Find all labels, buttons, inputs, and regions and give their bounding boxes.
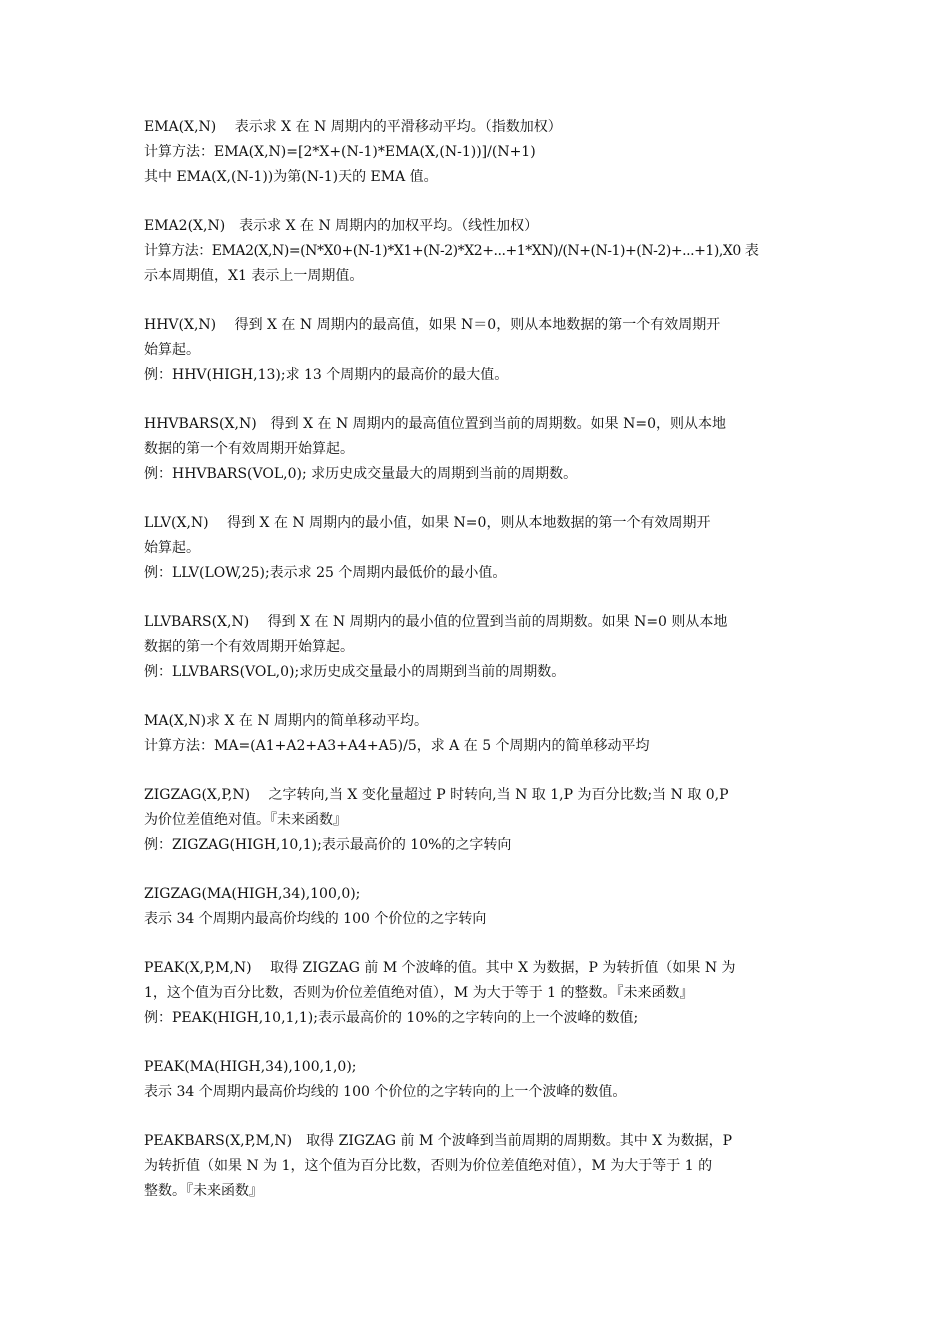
entry-ema: [144, 115, 808, 190]
entry-peak-example: [144, 1055, 808, 1105]
text-line: 示本周期值，X1 表示上一周期值。: [144, 268, 364, 284]
text-line: PEAKBARS(X,P,M,N) 取得 ZIGZAG 前 M 个波峰到当前周期的周期数。其中 X 为数据，P: [144, 1133, 733, 1149]
entry-llvbars: [144, 610, 808, 685]
entry-ema2: [144, 214, 808, 289]
text-line: 计算方法：EMA2(X,N)=(N*X0+(N-1)*X1+(N-2)*X2+...+1*XN)/(N+(N-1)+(N-2)+...+1),X0 表: [144, 243, 759, 259]
text-line: EMA2(X,N) 表示求 X 在 N 周期内的加权平均。（线性加权）: [144, 218, 539, 234]
text-line: MA(X,N)求 X 在 N 周期内的简单移动平均。: [144, 713, 429, 729]
entry-zigzag: [144, 783, 808, 858]
text-line: HHVBARS(X,N) 得到 X 在 N 周期内的最高值位置到当前的周期数。如果 N=0，则从本地: [144, 416, 727, 432]
entry-ma: [144, 709, 808, 759]
text-line: LLVBARS(X,N) 得到 X 在 N 周期内的最小值的位置到当前的周期数。如果 N=0 则从本地: [144, 614, 728, 630]
text-line: 表示 34 个周期内最高价均线的 100 个价位的之字转向: [144, 911, 487, 927]
text-line: PEAK(MA(HIGH,34),100,1,0);: [144, 1059, 357, 1075]
text-line: 为价位差值绝对值。『未来函数』: [144, 812, 347, 828]
entry-llv: [144, 511, 808, 586]
text-line: 数据的第一个有效周期开始算起。: [144, 639, 354, 655]
text-line: 计算方法：MA=(A1+A2+A3+A4+A5)/5，求 A 在 5 个周期内的简单移动平均: [144, 738, 650, 754]
text-line: 其中 EMA(X,(N-1))为第(N-1)天的 EMA 值。: [144, 169, 438, 185]
text-line: 例：HHVBARS(VOL,0); 求历史成交量最大的周期到当前的周期数。: [144, 466, 578, 482]
text-line: 始算起。: [144, 540, 200, 556]
entry-peak: [144, 956, 808, 1031]
text-line: LLV(X,N) 得到 X 在 N 周期内的最小值，如果 N=0，则从本地数据的第一个有效周期开: [144, 515, 711, 531]
text-line: 数据的第一个有效周期开始算起。: [144, 441, 354, 457]
entry-peakbars: [144, 1129, 808, 1204]
text-line: 始算起。: [144, 342, 200, 358]
text-line: 整数。『未来函数』: [144, 1183, 263, 1199]
text-line: 1，这个值为百分比数，否则为价位差值绝对值），M 为大于等于 1 的整数。『未来函数』: [144, 985, 694, 1001]
entry-zigzag-example: [144, 882, 808, 932]
text-line: 例：ZIGZAG(HIGH,10,1);表示最高价的 10%的之字转向: [144, 837, 512, 853]
text-line: EMA(X,N) 表示求 X 在 N 周期内的平滑移动平均。（指数加权）: [144, 119, 562, 135]
text-line: 例：PEAK(HIGH,10,1,1);表示最高价的 10%的之字转向的上一个波峰的数值;: [144, 1010, 639, 1026]
text-line: 例：LLVBARS(VOL,0);求历史成交量最小的周期到当前的周期数。: [144, 664, 566, 680]
entry-hhv: [144, 313, 808, 388]
text-line: PEAK(X,P,M,N) 取得 ZIGZAG 前 M 个波峰的值。其中 X 为数据，P 为转折值（如果 N 为: [144, 960, 736, 976]
text-line: 为转折值（如果 N 为 1，这个值为百分比数，否则为价位差值绝对值），M 为大于等于 1 的: [144, 1158, 713, 1174]
text-line: 表示 34 个周期内最高价均线的 100 个价位的之字转向的上一个波峰的数值。: [144, 1084, 627, 1100]
text-line: 例：HHV(HIGH,13);求 13 个周期内的最高价的最大值。: [144, 367, 509, 383]
text-line: ZIGZAG(MA(HIGH,34),100,0);: [144, 886, 361, 902]
entry-hhvbars: [144, 412, 808, 487]
text-line: 例：LLV(LOW,25);表示求 25 个周期内最低价的最小值。: [144, 565, 507, 581]
text-line: 计算方法：EMA(X,N)=[2*X+(N-1)*EMA(X,(N-1))]/(N+1): [144, 144, 536, 160]
text-line: ZIGZAG(X,P,N) 之字转向,当 X 变化量超过 P 时转向,当 N 取 1,P 为百分比数;当 N 取 0,P: [144, 787, 729, 803]
text-line: HHV(X,N) 得到 X 在 N 周期内的最高值，如果 N＝0，则从本地数据的第一个有效周期开: [144, 317, 721, 333]
